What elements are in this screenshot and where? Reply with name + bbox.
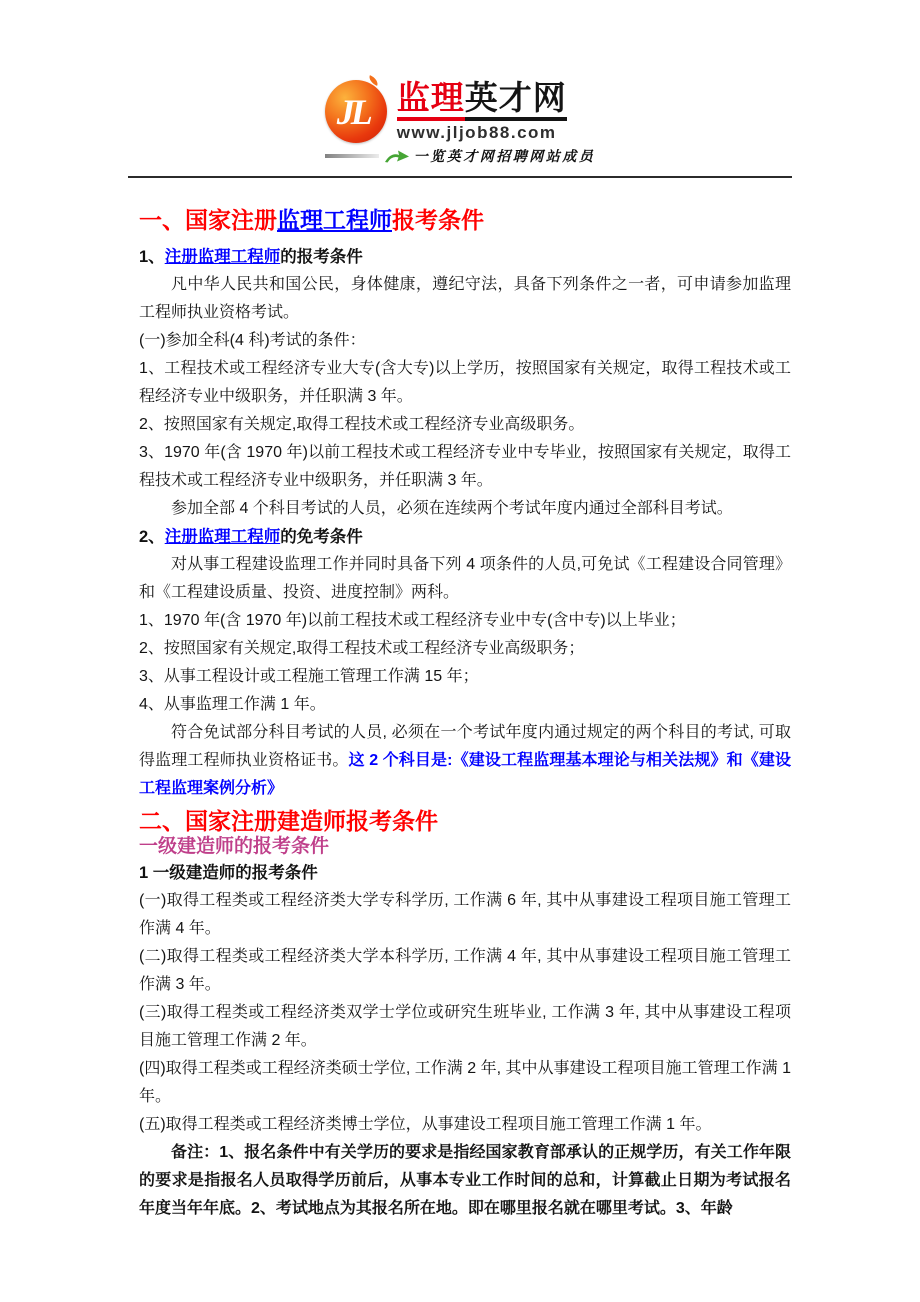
para-level1-item1: (一)取得工程类或工程经济类大学专科学历, 工作满 6 年, 其中从事建设工程项目施工管理工作满 4 年。 — [139, 892, 791, 937]
site-name-black-part: 英才网 — [465, 80, 567, 121]
site-name — [397, 80, 567, 121]
logo-tagline-row — [325, 146, 596, 166]
para-full-exam-item1: 1、工程技术或工程经济专业大专(含大专)以上学历，按照国家有关规定，取得工程技术或工程经济专业中级职务，并任职满 3 年。 — [139, 360, 791, 405]
para-full-exam-item2: 2、按照国家有关规定,取得工程技术或工程经济专业高级职务。 — [139, 416, 585, 433]
section1-heading — [139, 205, 791, 235]
sub1-number: 1、 — [139, 248, 165, 266]
para-full-exam-item3: 3、1970 年(含 1970 年)以前工程技术或工程经济专业中专毕业，按照国家有关规定，取得工程技术或工程经济专业中级职务，并任职满 3 年。 — [139, 444, 791, 489]
link-registered-supervision-engineer-1[interactable]: 注册监理工程师 — [164, 248, 281, 266]
sub1-registration-conditions — [139, 243, 791, 271]
para-level1-item2: (二)取得工程类或工程经济类大学本科学历, 工作满 4 年, 其中从事建设工程项目施工管理工作满 3 年。 — [139, 948, 791, 993]
site-name-red-part: 监理 — [397, 80, 465, 121]
logo-text-block — [397, 80, 567, 143]
exemption-conclusion-text: 符合免试部分科目考试的人员, 必须在一个考试年度内通过规定的两个科目的考试, 可取得监理工程师执业资格证书。 — [139, 724, 791, 769]
para-full-exam-title: (一)参加全科(4 科)考试的条件： — [139, 332, 366, 349]
para-exemption-intro: 对从事工程建设监理工作并同时具备下列 4 项条件的人员,可免试《工程建设合同管理》和《工程建设质量、投资、进度控制》两科。 — [139, 556, 791, 601]
para-citizen-requirements: 凡中华人民共和国公民，身体健康，遵纪守法，具备下列条件之一者，可申请参加监理工程师执业资格考试。 — [139, 276, 791, 321]
header-divider — [128, 176, 792, 178]
para-level1-item5: (五)取得工程类或工程经济类博士学位，从事建设工程项目施工管理工作满 1 年。 — [139, 1116, 712, 1133]
site-logo — [325, 80, 596, 166]
site-url: www.jljob88.com — [396, 123, 557, 142]
para-exemption-item4: 4、从事监理工作满 1 年。 — [139, 696, 326, 713]
gradient-bar — [325, 154, 379, 158]
section2-bold-subheading: 1 一级建造师的报考条件 — [139, 864, 318, 882]
section2-pink-subheading: 一级建造师的报考条件 — [139, 836, 330, 857]
sub2-number: 2、 — [139, 528, 165, 546]
site-tagline: 一览英才网招聘网站成员 — [413, 150, 596, 165]
para-level1-item3: (三)取得工程类或工程经济类双学士学位或研究生班毕业, 工作满 3 年, 其中从事建设工程项目施工管理工作满 2 年。 — [139, 1004, 791, 1049]
sub2-exemption-conditions — [139, 523, 791, 551]
link-registered-supervision-engineer-2[interactable]: 注册监理工程师 — [164, 528, 281, 546]
section2-heading: 二、国家注册建造师报考条件 — [139, 808, 438, 834]
para-exemption-conclusion — [139, 719, 791, 803]
green-swoosh-arrow-icon — [384, 149, 410, 163]
sub2-suffix: 的免考条件 — [280, 528, 363, 546]
para-all-subjects-rule: 参加全部 4 个科目考试的人员，必须在连续两个考试年度内通过全部科目考试。 — [171, 500, 733, 517]
para-remarks-note: 备注：1、报名条件中有关学历的要求是指经国家教育部承认的正规学历，有关工作年限的要求是指报名人员取得学历前后，从事本专业工作时间的总和，计算截止日期为考试报名年度当年年底。2、考试地点为其报名所在地。即在哪里报名就在哪里考试。3、年龄 — [139, 1144, 791, 1217]
document-content — [139, 205, 791, 1223]
link-supervision-engineer-heading[interactable]: 监理工程师 — [277, 207, 392, 233]
para-exemption-item1: 1、1970 年(含 1970 年)以前工程技术或工程经济专业中专(含中专)以上毕业； — [139, 612, 686, 629]
section1-heading-post: 报考条件 — [392, 207, 484, 233]
logo-top-row — [325, 80, 596, 143]
logo-monogram: JL — [336, 91, 369, 132]
para-exemption-item3: 3、从事工程设计或工程施工管理工作满 15 年； — [139, 668, 479, 685]
para-level1-item4: (四)取得工程类或工程经济类硕士学位, 工作满 2 年, 其中从事建设工程项目施工管理工作满 1 年。 — [139, 1060, 791, 1105]
section1-heading-pre: 一、国家注册 — [139, 207, 277, 233]
para-exemption-item2: 2、按照国家有关规定,取得工程技术或工程经济专业高级职务； — [139, 640, 585, 657]
exemption-two-subjects-highlight: 这 2 个科目是:《建设工程监理基本理论与相关法规》和《建设工程监理案例分析》 — [139, 752, 791, 797]
jl-logo-icon — [325, 80, 387, 143]
sub1-suffix: 的报考条件 — [280, 248, 363, 266]
